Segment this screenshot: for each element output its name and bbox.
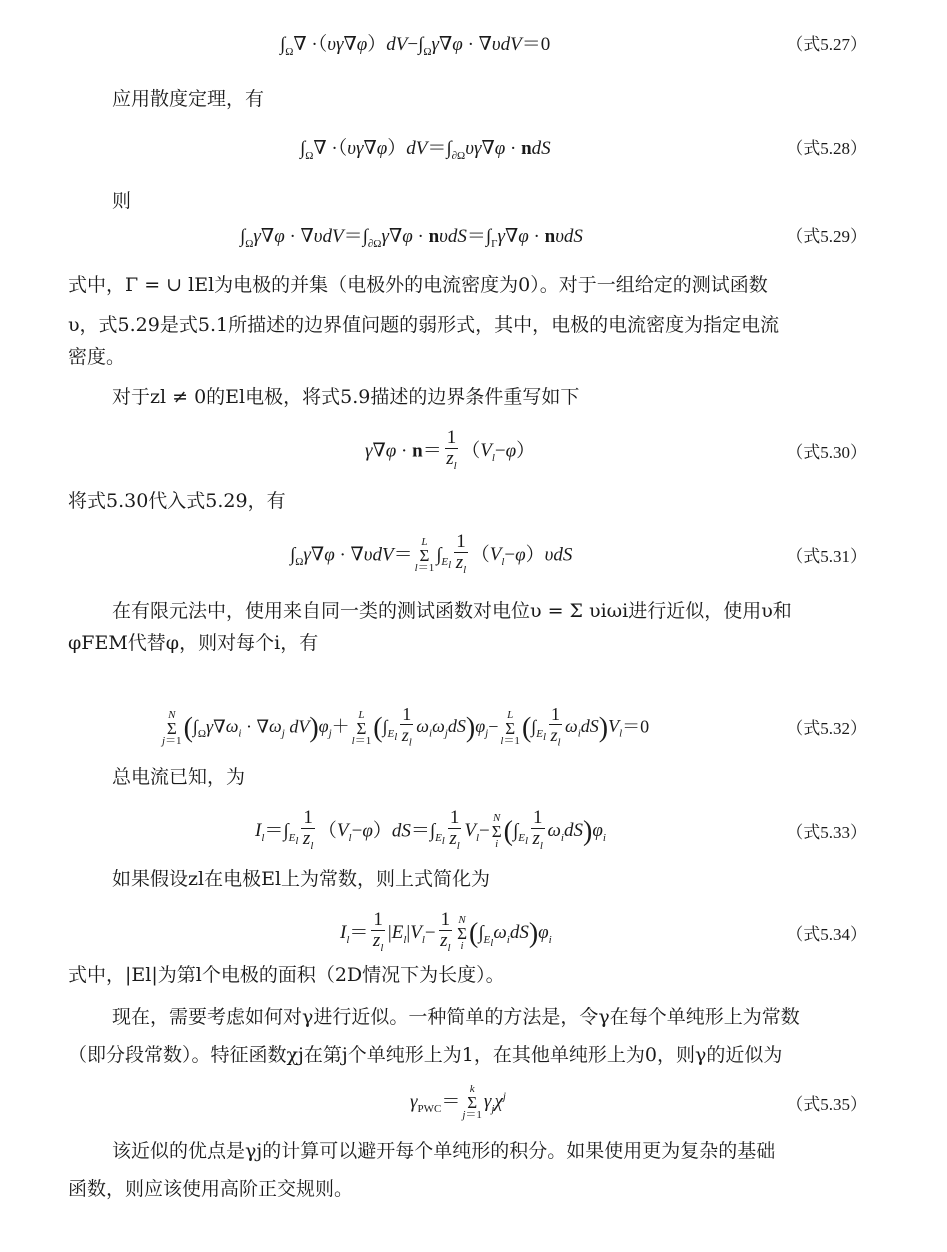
equation-number: （式5.32） [786,719,867,738]
paragraph: 密度。 [68,346,126,368]
equation-number: （式5.27） [786,35,867,54]
equation-number: （式5.35） [786,1095,867,1114]
paragraph: 总电流已知，为 [112,766,246,788]
paragraph: υ，式5.29是式5.1所描述的边界值问题的弱形式，其中，电极的电流密度为指定电流 [68,314,780,336]
paragraph: 对于zl ≠ 0的El电极，将式5.9描述的边界条件重写如下 [112,386,580,408]
paragraph: 应用散度定理，有 [112,88,265,110]
paragraph: 将式5.30代入式5.29，有 [68,490,286,512]
equation-number: （式5.31） [786,547,867,566]
paragraph: 在有限元法中，使用来自同一类的测试函数对电位υ = Σ υiωi进行近似，使用υ和 [112,600,792,622]
equation-5-29: $\int_\Omega\gamma\nabla\varphi \cdot \nabla\upsilon dV=\int_{\partial\Omega}\gamma\nabla\varphi \cdot n\upsilon dS=\int_\Gamma\gamma\nabla\varphi \cdot n\upsilon dS$ [240,226,583,250]
paragraph: 该近似的优点是γj的计算可以避开每个单纯形的积分。如果使用更为复杂的基础 [112,1140,776,1162]
equation-5-30: γ∇φ · n＝ $\frac{1}{z_l}$ $(V_l-\varphi)$ [365,427,536,472]
equation-number: （式5.33） [786,823,867,842]
equation-5-32: N Σ $j=1(\int_\Omega\gamma\nabla\omega_i \cdot \nabla\omega_j$ $dV)\varphi_j+L$ Σ $l=1(\int_{E_l}$ $\frac{1}{z_l}$ $\omega_i\omega_jdS)\varphi_j-L$ Σ $l=1(\int_{E_l}$ $\frac{1}{z_l}$ $\omega_idS)V_l=0$ [162,704,650,749]
paragraph: 如果假设zl在电极El上为常数，则上式简化为 [112,868,491,890]
paragraph: 函数，则应该使用高阶正交规则。 [68,1178,354,1200]
paragraph: 式中，Γ = ∪ lEl为电极的并集（电极外的电流密度为0）。对于一组给定的测试函数 [68,274,768,296]
equation-5-31: $\int_\Omega\gamma\nabla\varphi \cdot \nabla\upsilon dV=L$ Σ $l=1\int_{E_l}$ $\frac{1}{z_l}$ $(V_l-\varphi)\upsilon dS$ [290,531,573,576]
equation-number: （式5.28） [786,139,867,158]
equation-5-35: $\gamma_{PWC}=k$ Σ $j=1\gamma_j\chi^j$ [410,1083,506,1122]
equation-5-27: $\int_\Omega\nabla \cdot(\upsilon\gamma\nabla\varphi)dV-\int_\Omega\gamma\nabla\varphi \cdot \nabla\upsilon dV=0$ [280,34,551,58]
equation-number: （式5.30） [786,443,867,462]
paragraph: 式中，|El|为第l个电极的面积（2D情况下为长度）。 [68,964,505,986]
equation-number: （式5.29） [786,227,867,246]
paragraph: （即分段常数）。特征函数χj在第j个单纯形上为1，在其他单纯形上为0，则γ的近似为 [68,1044,783,1066]
paragraph: 则 [112,190,132,212]
equation-number: （式5.34） [786,925,867,944]
equation-5-34: $I_l=$ $\frac{1}{z_l}$ $|E_l|V_l-$ $\frac{1}{z_l}$ N Σ i $(\int_{E_l}\omega_idS)\varphi_i$ [340,909,552,954]
paragraph: φFEM代替φ，则对每个i，有 [68,632,319,654]
equation-5-28: $\int_\Omega\nabla \cdot(\upsilon\gamma\nabla\varphi)dV=\int_{\partial\Omega}\upsilon\gamma\nabla\varphi$ · ndS [300,138,551,162]
paragraph: 现在，需要考虑如何对γ进行近似。一种简单的方法是，令γ在每个单纯形上为常数 [112,1006,800,1028]
equation-5-33: $I_l=\int_{E_l}$ $\frac{1}{z_l}$ $(V_l-\varphi)dS=\int_{E_l}$ $\frac{1}{z_l}$ $V_l-N$ Σ i ($\int_{E_l}$ $\frac{1}{z_l}$ $\omega_idS)\varphi_i$ [255,807,606,852]
